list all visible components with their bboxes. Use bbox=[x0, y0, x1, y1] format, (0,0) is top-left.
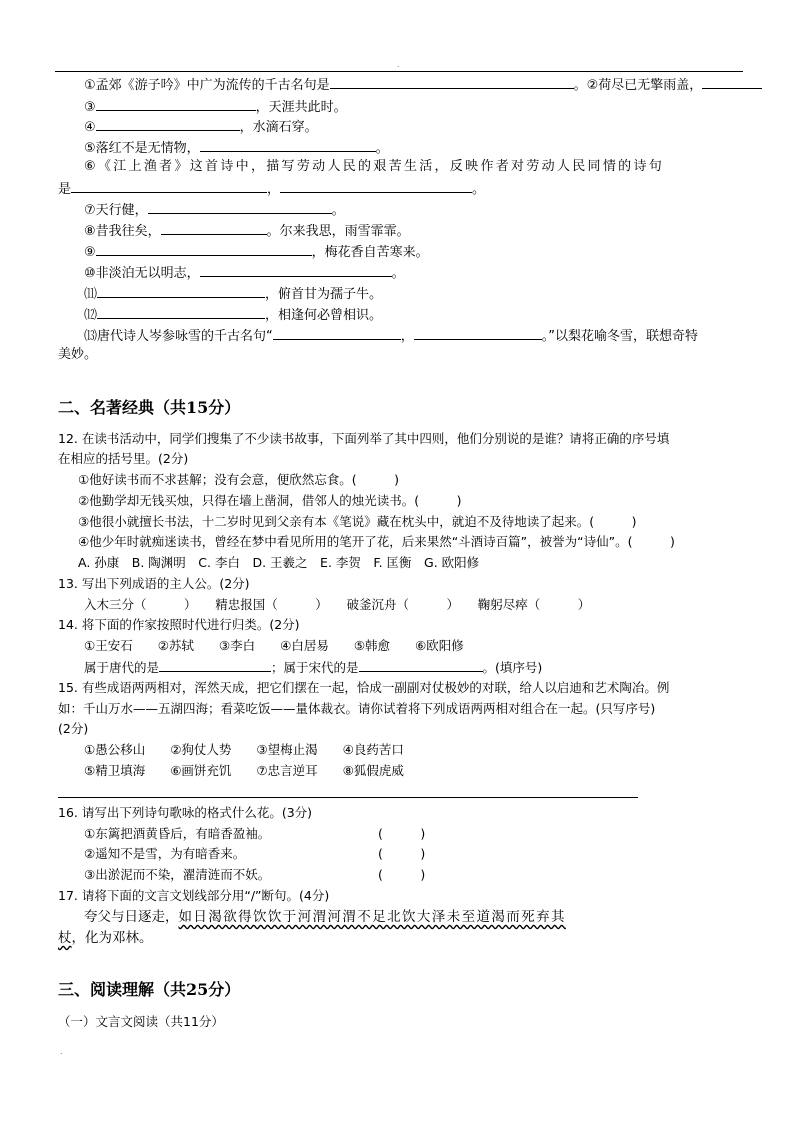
poem-text: ⑤落红不是无情物， bbox=[84, 141, 200, 156]
blank[interactable] bbox=[97, 284, 265, 298]
header-rule bbox=[55, 71, 743, 72]
blank[interactable] bbox=[359, 658, 483, 672]
poem-text: 。 bbox=[472, 182, 486, 197]
poem-text: ⑥《江上渔者》这首诗中，描写劳动人民的艰苦生活，反映作者对劳动人民同情的诗句 bbox=[84, 159, 665, 174]
poem-line-6b bbox=[58, 179, 485, 199]
poem-text: 。 bbox=[391, 266, 405, 281]
poem-text: 是 bbox=[58, 182, 72, 197]
q12-item-2: ②他勤学却无钱买烛，只得在墙上凿洞，借邻人的烛光读书。( ) bbox=[78, 493, 462, 508]
top-mark: . bbox=[397, 60, 400, 69]
q16-answer-2[interactable]: ( ) bbox=[378, 846, 426, 861]
q16-stem: 16. 请写出下列诗句歌咏的格式什么花。(3分) bbox=[58, 805, 313, 820]
q17-underlined-text[interactable]: 如日渴欲得饮饮于河渭河渭不足北饮大泽未至道渴而死弃其 bbox=[178, 909, 566, 925]
q14-label-tang: 属于唐代的是 bbox=[84, 660, 160, 675]
blank[interactable] bbox=[148, 200, 332, 214]
poem-text: 。 bbox=[375, 141, 389, 156]
q17-underlined-text[interactable]: 杖 bbox=[58, 930, 72, 946]
q13-stem: 13. 写出下列成语的主人公。(2分) bbox=[58, 576, 250, 591]
q15-row-1: ①愚公移山 ②狗仗人势 ③望梅止渴 ④良药苦口 bbox=[84, 742, 404, 757]
q16-item-1: ①东篱把酒黄昏后，有暗香盈袖。 bbox=[84, 826, 271, 841]
poem-text: ①孟郊《游子吟》中广为流传的千古名句是 bbox=[84, 78, 330, 93]
blank[interactable] bbox=[96, 242, 312, 256]
poem-text: ④ bbox=[84, 120, 96, 135]
q17-text: ，化为邓林。 bbox=[71, 930, 153, 946]
poem-text: ， bbox=[267, 182, 281, 197]
poem-text: 。②荷尽已无擎雨盖， bbox=[573, 78, 703, 93]
blank[interactable] bbox=[96, 117, 240, 131]
q16-answer-1[interactable]: ( ) bbox=[378, 826, 426, 841]
q15-answer-line[interactable] bbox=[58, 797, 638, 798]
poem-text: ，俯首甘为孺子牛。 bbox=[265, 287, 383, 302]
poem-text: ⑧昔我往矣， bbox=[84, 224, 161, 239]
q14-stem: 14. 将下面的作家按照时代进行归类。(2分) bbox=[58, 617, 300, 632]
q12-options: A. 孙康 B. 陶渊明 C. 李白 D. 王羲之 E. 李贺 F. 匡衡 G. 欧阳修 bbox=[78, 555, 480, 570]
q12-item-4: ④他少年时就痴迷读书，曾经在梦中看见所用的笔开了花，后来果然“斗酒诗百篇”，被誉为“诗仙”。( ) bbox=[78, 534, 675, 549]
blank[interactable] bbox=[702, 75, 762, 89]
poem-line-9 bbox=[84, 242, 429, 262]
q17-passage-2 bbox=[58, 929, 153, 947]
q15-stem-2: 如：千山万水——五湖四海；看菜吃饭——量体裁衣。请你试着将下列成语两两相对组合在一起。(只写序号) bbox=[58, 701, 656, 716]
poem-text: ，水滴石穿。 bbox=[239, 120, 318, 135]
blank[interactable] bbox=[71, 179, 267, 193]
poem-line-6 bbox=[84, 158, 664, 176]
q14-answer-line bbox=[84, 658, 542, 677]
q13-options: 入木三分（ ） 精忠报国（ ） 破釜沉舟（ ） 鞠躬尽瘁（ ） bbox=[84, 597, 591, 612]
blank[interactable] bbox=[414, 326, 542, 340]
blank[interactable] bbox=[96, 97, 256, 111]
poem-text: ⑿ bbox=[84, 308, 98, 323]
poem-text: ， bbox=[400, 329, 414, 344]
q17-passage-1 bbox=[84, 908, 566, 926]
q16-item-2: ②遥知不是雪，为有暗香来。 bbox=[84, 846, 246, 861]
poem-text: ⑾ bbox=[84, 287, 98, 302]
q15-score: (2分) bbox=[58, 721, 89, 736]
q16-answer-3[interactable]: ( ) bbox=[378, 867, 426, 882]
poem-text: ⑨ bbox=[84, 245, 96, 260]
poem-line-4 bbox=[84, 117, 318, 137]
bottom-mark: . bbox=[60, 1047, 63, 1056]
poem-text: ⒀唐代诗人岑参咏雪的千古名句“ bbox=[84, 329, 273, 344]
poem-text: ，相逢何必曾相识。 bbox=[265, 308, 383, 323]
q14-label-song: ；属于宋代的是 bbox=[271, 660, 359, 675]
poem-line-7 bbox=[84, 200, 345, 220]
blank[interactable] bbox=[97, 305, 265, 319]
poem-line-12 bbox=[84, 305, 382, 325]
poem-line-1 bbox=[84, 75, 762, 95]
poem-text: 。 bbox=[331, 203, 345, 218]
poem-line-3 bbox=[84, 97, 347, 117]
poem-text: ，天涯共此时。 bbox=[255, 100, 347, 115]
blank[interactable] bbox=[330, 75, 574, 89]
poem-text: 。尔来我思，雨雪霏霏。 bbox=[266, 224, 410, 239]
poem-text: 。”以梨花喻冬雪，联想奇特 bbox=[541, 329, 699, 344]
poem-line-13 bbox=[84, 326, 698, 346]
q12-item-1: ①他好读书而不求甚解；没有会意，便欣然忘食。( ) bbox=[78, 472, 399, 487]
q17-stem: 17. 请将下面的文言文划线部分用“/”断句。(4分) bbox=[58, 888, 330, 903]
blank[interactable] bbox=[200, 138, 376, 152]
q14-options: ①王安石 ②苏轼 ③李白 ④白居易 ⑤韩愈 ⑥欧阳修 bbox=[84, 638, 464, 653]
poem-line-10 bbox=[84, 263, 405, 283]
blank[interactable] bbox=[200, 263, 392, 277]
blank[interactable] bbox=[273, 326, 401, 340]
poem-line-5 bbox=[84, 138, 389, 158]
poem-text: ，梅花香自苦寒来。 bbox=[311, 245, 429, 260]
blank[interactable] bbox=[280, 179, 472, 193]
blank[interactable] bbox=[159, 658, 271, 672]
section-title-2: 二、名著经典（共15分） bbox=[58, 398, 241, 417]
q12-stem-2: 在相应的括号里。(2分) bbox=[58, 451, 189, 466]
q14-note: 。(填序号) bbox=[482, 660, 543, 675]
q12-stem: 12. 在读书活动中，同学们搜集了不少读书故事，下面列举了其中四则，他们分别说的是谁？请将正确的序号填 bbox=[58, 431, 670, 446]
section-3-subtitle: （一）文言文阅读（共11分） bbox=[58, 1014, 224, 1029]
q17-text: 夸父与日逐走， bbox=[84, 909, 179, 925]
poem-text: ⑦天行健， bbox=[84, 203, 148, 218]
poem-line-11 bbox=[84, 284, 382, 304]
poem-text: ③ bbox=[84, 100, 96, 115]
poem-line-13b: 美妙。 bbox=[58, 347, 98, 362]
q16-item-3: ③出淤泥而不染，濯清涟而不妖。 bbox=[84, 867, 271, 882]
q15-row-2: ⑤精卫填海 ⑥画饼充饥 ⑦忠言逆耳 ⑧狐假虎威 bbox=[84, 763, 404, 778]
section-title-3: 三、阅读理解（共25分） bbox=[58, 980, 241, 999]
q15-stem: 15. 有些成语两两相对，浑然天成，把它们摆在一起，恰成一副副对仗极妙的对联，给人以启迪和艺术陶冶。例 bbox=[58, 680, 670, 695]
blank[interactable] bbox=[161, 221, 267, 235]
q12-item-3: ③他很小就擅长书法，十二岁时见到父亲有本《笔说》藏在枕头中，就迫不及待地读了起来。( ) bbox=[78, 514, 637, 529]
poem-line-8 bbox=[84, 221, 410, 241]
poem-text: ⑩非淡泊无以明志， bbox=[84, 266, 200, 281]
